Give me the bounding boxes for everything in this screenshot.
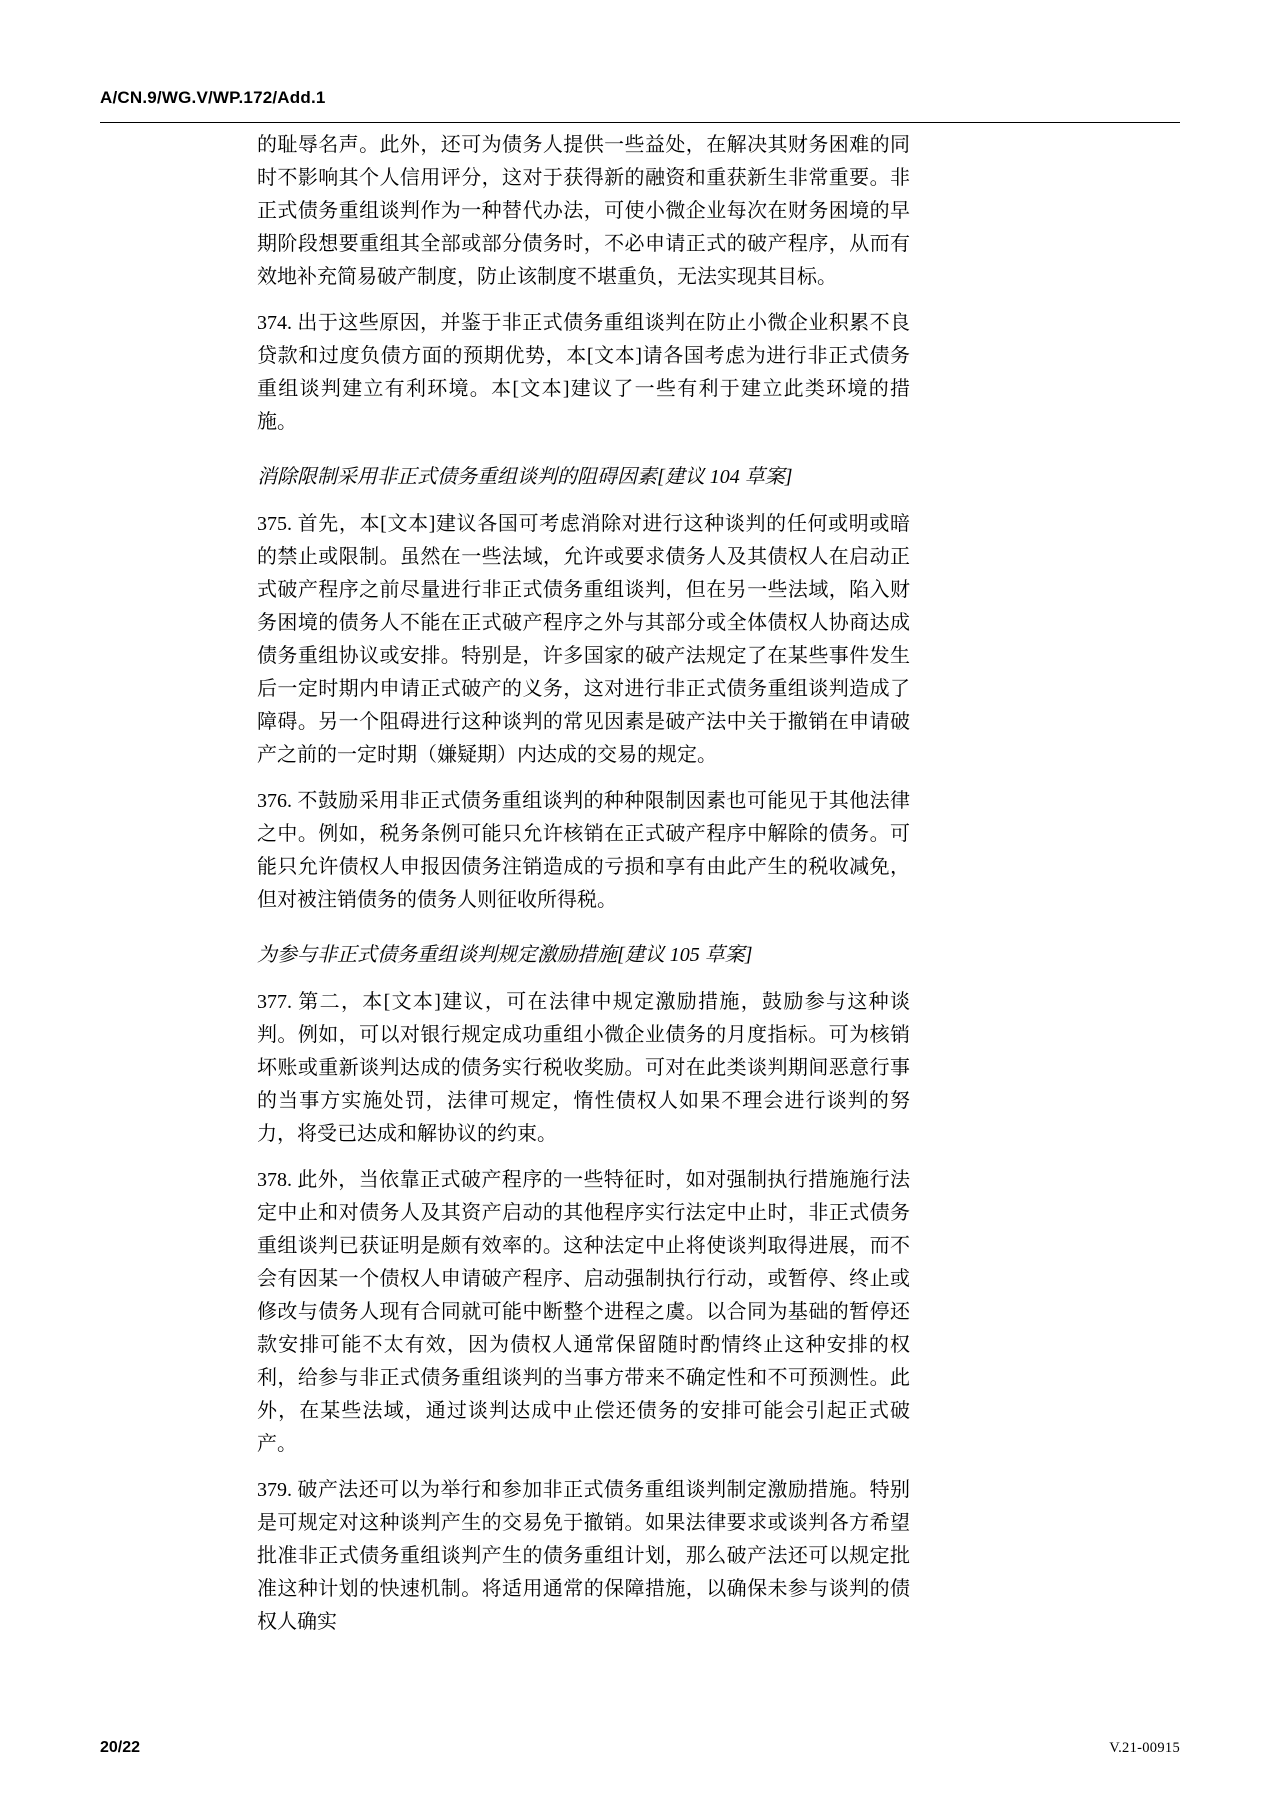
paragraph-continuation: 的耻辱名声。此外，还可为债务人提供一些益处，在解决其财务困难的同时不影响其个人信用评分，这对于获得新的融资和重获新生非常重要。非正式债务重组谈判作为一种替代办法，可使小微企业每次在财务困境的早期阶段想要重组其全部或部分债务时，不必申请正式的破产程序，从而有效地补充简易破产制度，防止该制度不堪重负，无法实现其目标。 [257,134,910,288]
paragraph-378: 378. 此外，当依靠正式破产程序的一些特征时，如对强制执行措施施行法定中止和对债务人及其资产启动的其他程序实行法定中止时，非正式债务重组谈判已获证明是颇有效率的。这种法定中止将使谈判取得进展，而不会有因某一个债权人申请破产程序、启动强制执行行动，或暂停、终止或修改与债务人现有合同就可能中断整个进程之虞。以合同为基础的暂停还款安排可能不太有效，因为债权人通常保留随时酌情终止这种安排的权利，给参与非正式债务重组谈判的当事方带来不确定性和不可预测性。此外，在某些法域，通过谈判达成中止偿还债务的安排可能会引起正式破产。 [257,1169,910,1455]
document-symbol: A/CN.9/WG.V/WP.172/Add.1 [100,88,326,107]
document-job-number: V.21-00915 [1109,1740,1180,1756]
subheading-recommendation-105: 为参与非正式债务重组谈判规定激励措施[建议 105 草案] [257,944,753,966]
paragraph-377: 377. 第二，本[文本]建议，可在法律中规定激励措施，鼓励参与这种谈判。例如，可以对银行规定成功重组小微企业债务的月度指标。可为核销坏账或重新谈判达成的债务实行税收奖励。可对在此类谈判期间恶意行事的当事方实施处罚，法律可规定，惰性债权人如果不理会进行谈判的努力，将受已达成和解协议的约束。 [257,991,910,1145]
paragraph-376: 376. 不鼓励采用非正式债务重组谈判的种种限制因素也可能见于其他法律之中。例如，税务条例可能只允许核销在正式破产程序中解除的债务。可能只允许债权人申报因债务注销造成的亏损和享有由此产生的税收减免，但对被注销债务的债务人则征收所得税。 [257,790,910,911]
document-header [100,0,1180,123]
paragraph-374: 374. 出于这些原因，并鉴于非正式债务重组谈判在防止小微企业积累不良贷款和过度负债方面的预期优势，本[文本]请各国考虑为进行非正式债务重组谈判建立有利环境。本[文本]建议了一些有利于建立此类环境的措施。 [257,312,910,433]
paragraph-375: 375. 首先，本[文本]建议各国可考虑消除对进行这种谈判的任何或明或暗的禁止或限制。虽然在一些法域，允许或要求债务人及其债权人在启动正式破产程序之前尽量进行非正式债务重组谈判，但在另一些法域，陷入财务困境的债务人不能在正式破产程序之外与其部分或全体债权人协商达成债务重组协议或安排。特别是，许多国家的破产法规定了在某些事件发生后一定时期内申请正式破产的义务，这对进行非正式债务重组谈判造成了障碍。另一个阻碍进行这种谈判的常见因素是破产法中关于撤销在申请破产之前的一定时期（嫌疑期）内达成的交易的规定。 [257,513,910,766]
subheading-recommendation-104: 消除限制采用非正式债务重组谈判的阻碍因素[建议 104 草案] [257,466,793,488]
document-body [257,129,910,1639]
header-divider [100,122,1180,123]
document-footer [100,1739,1180,1757]
paragraph-379: 379. 破产法还可以为举行和参加非正式债务重组谈判制定激励措施。特别是可规定对这种谈判产生的交易免于撤销。如果法律要求或谈判各方希望批准非正式债务重组谈判产生的债务重组计划，那么破产法还可以规定批准这种计划的快速机制。将适用通常的保障措施，以确保未参与谈判的债权人确实 [257,1479,910,1633]
page-number: 20/22 [100,1739,141,1756]
